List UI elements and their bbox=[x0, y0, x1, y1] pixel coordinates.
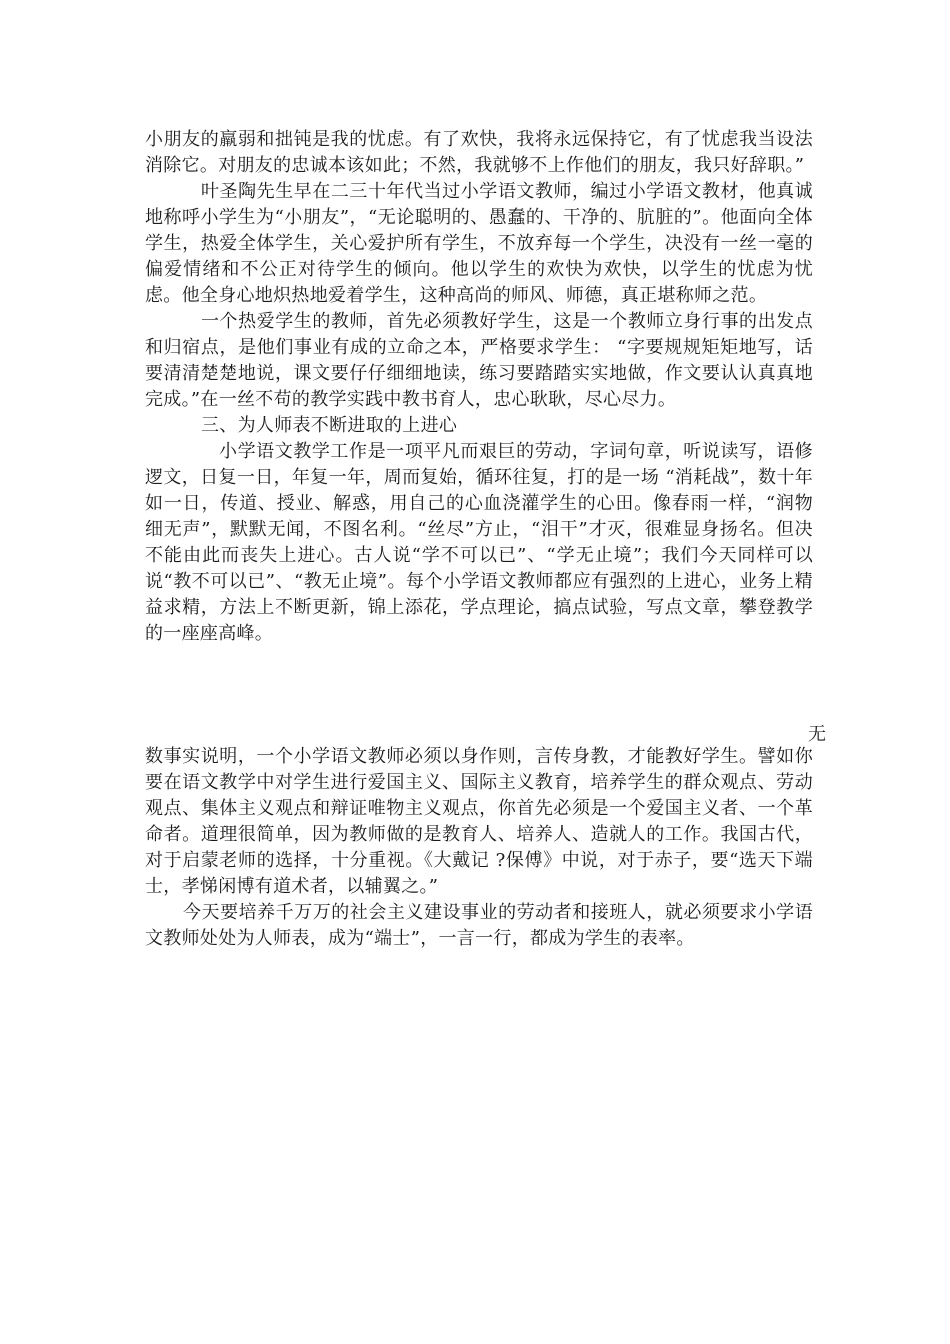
overflow-character: 无 bbox=[808, 724, 826, 745]
paragraph-ye-shengtao: 叶圣陶先生早在二三十年代当过小学语文教师，编过小学语文教材，他真诚地称呼小学生为“小朋友”，“无论聪明的、愚蠢的、干净的、肮脏的”。他面向全体学生，热爱全体学生，关心爱护所有学生，不放弃每一个学生，决没有一丝一毫的偏爱情绪和不公正对待学生的倾向。他以学生的欢快为欢快，以学生的忧虑为忧虑。他全身心地炽热地爱着学生，这种高尚的师风、师德，真正堪称师之范。 bbox=[145, 181, 813, 306]
paragraph-role-model: 今天要培养千万万的社会主义建设事业的劳动者和接班人，就必须要求小学语文教师处处为人师表，成为“端士”，一言一行，都成为学生的表率。 bbox=[145, 902, 813, 949]
section-heading: 三、为人师表不断进取的上进心 bbox=[201, 415, 458, 436]
paragraph-progress: 小学语文教学工作是一项平凡而艰巨的劳动，字词句章，听说读写，语修逻文，日复一日，年复一年，周而复始，循环往复，打的是一场 “消耗战”，数十年如一日，传道、授业、解惑，用自己的心血浇灌学生的心田。像春雨一样，“润物细无声”，默默无闻，不图名利。“丝尽”方止，“泪干”才灭，很难显身扬名。但决不能由此而丧失上进心。古人说“学不可以已”、“学无止境”；我们今天同样可以说“教不可以已”、“教无止境”。每个小学语文教师都应有强烈的上进心，业务上精益求精，方法上不断更新，锦上添花，学点理论，搞点试验，写点文章，攀登教学的一座座高峰。 bbox=[145, 441, 813, 644]
paragraph-lead-by-example: 数事实说明，一个小学语文教师必须以身作则，言传身教，才能教好学生。譬如你要在语文教学中对学生进行爱国主义、国际主义教育，培养学生的群众观点、劳动观点、集体主义观点和辩证唯物主义观点，你首先必须是一个爱国主义者、一个革命者。道理很简单，因为教师做的是教育人、培养人、造就人的工作。我国古代，对于启蒙老师的选择，十分重视。《大戴记 ?保傅》中说，对于赤子，要“选天下端士，孝悌闲博有道术者，以辅翼之。” bbox=[145, 746, 813, 897]
text-block-upper bbox=[145, 127, 813, 647]
paragraph-quote-ending: 小朋友的羸弱和拙钝是我的忧虑。有了欢快，我将永远保持它，有了忧虑我当设法消除它。对朋友的忠诚本该如此；不然，我就够不上作他们的朋友，我只好辞职。” bbox=[145, 129, 813, 176]
text-block-lower bbox=[145, 744, 813, 952]
paragraph-teach-well: 一个热爱学生的教师，首先必须教好学生，这是一个教师立身行事的出发点和归宿点，是他们事业有成的立命之本，严格要求学生： “字要规规矩矩地写，话要清清楚楚地说，课文要仔仔细细地读，练习要踏踏实实地做，作文要认认真真地完成。”在一丝不苟的教学实践中教书育人，忠心耿耿，尽心尽力。 bbox=[145, 311, 813, 410]
